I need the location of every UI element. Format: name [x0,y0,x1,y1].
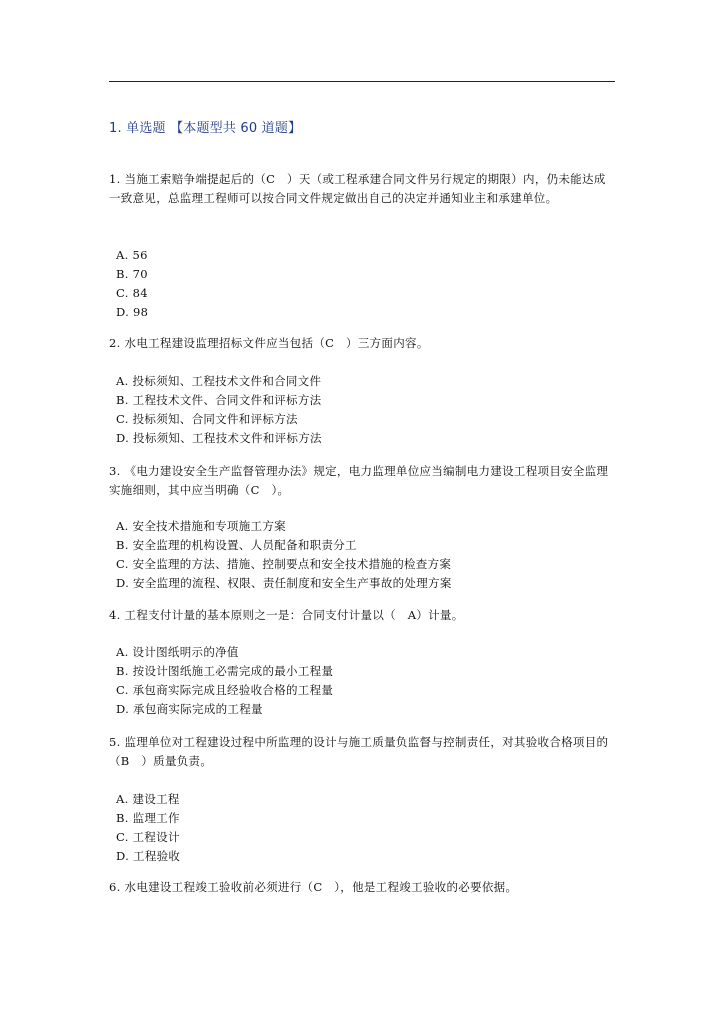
question-6-text: 6. 水电建设工程竣工验收前必须进行（C ），他是工程竣工验收的必要依据。 [109,880,518,894]
question-2-options [116,372,616,448]
header-rule [109,81,615,82]
question-2-option-a: A. 投标须知、工程技术文件和合同文件 [116,374,322,388]
question-5-option-b: B. 监理工作 [116,811,180,825]
question-4-option-d: D. 承包商实际完成的工程量 [116,702,263,716]
question-1-option-b: B. 70 [116,267,148,281]
section-title: 1. 单选题 【本题型共 60 道题】 [109,121,302,136]
question-2-option-b: B. 工程技术文件、合同文件和评标方法 [116,393,322,407]
question-1-option-a: A. 56 [116,248,148,262]
question-4-text: 4. 工程支付计量的基本原则之一是：合同支付计量以（ A）计量。 [109,608,464,622]
question-3-option-d: D. 安全监理的流程、权限、责任制度和安全生产事故的处理方案 [116,576,452,590]
question-4-option-c: C. 承包商实际完成且经验收合格的工程量 [116,683,334,697]
question-1-options [116,246,616,322]
question-5-text: 5. 监理单位对工程建设过程中所监理的设计与施工质量负监督与控制责任，对其验收合格项目的（B ）质量负责。 [109,735,609,768]
question-3-option-a: A. 安全技术措施和专项施工方案 [116,519,286,533]
question-3-option-c: C. 安全监理的方法、措施、控制要点和安全技术措施的检查方案 [116,557,452,571]
question-3-options [116,517,616,593]
question-2-option-c: C. 投标须知、合同文件和评标方法 [116,412,298,426]
question-5-option-c: C. 工程设计 [116,830,180,844]
question-4-options [116,643,616,719]
question-4-option-a: A. 设计图纸明示的净值 [116,645,239,659]
question-5-option-a: A. 建设工程 [116,792,180,806]
question-5-option-d: D. 工程验收 [116,849,181,863]
question-4-option-b: B. 按设计图纸施工必需完成的最小工程量 [116,664,334,678]
question-1-option-c: C. 84 [116,286,148,300]
question-2-text: 2. 水电工程建设监理招标文件应当包括（C ）三方面内容。 [109,336,429,350]
question-1-option-d: D. 98 [116,305,149,319]
question-2-option-d: D. 投标须知、工程技术文件和评标方法 [116,431,322,445]
question-1-text: 1. 当施工索赔争端提起后的（C ）天（或工程承建合同文件另行规定的期限）内，仍未能达成一致意见，总监理工程师可以按合同文件规定做出自己的决定并通知业主和承建单位。 [109,172,606,205]
question-3-option-b: B. 安全监理的机构设置、人员配备和职责分工 [116,538,357,552]
question-3-text: 3. 《电力建设安全生产监督管理办法》规定，电力监理单位应当编制电力建设工程项目安全监理实施细则，其中应当明确（C ）。 [109,464,609,497]
question-5-options [116,790,616,866]
